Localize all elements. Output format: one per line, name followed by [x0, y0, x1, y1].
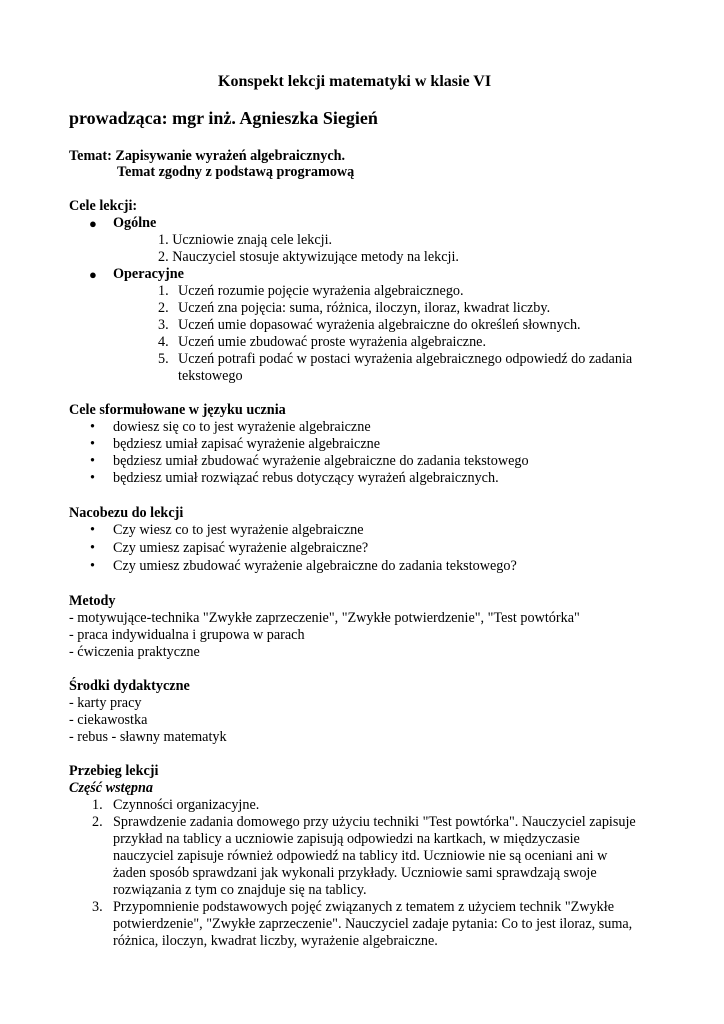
- topic-note: Temat zgodny z podstawą programową: [117, 164, 355, 180]
- course-item-number: 2.: [92, 814, 103, 830]
- bullet-icon: ●: [89, 267, 97, 282]
- operational-item-number: 1.: [158, 283, 169, 299]
- goals-heading: Cele lekcji:: [69, 198, 138, 214]
- nacobezu-item: Czy umiesz zbudować wyrażenie algebraiczne do zadania tekstowego?: [113, 558, 517, 574]
- course-subheading: Część wstępna: [69, 780, 153, 796]
- course-item-line: różnica, iloczyn, kwadrat liczby, wyrażenie algebraiczne.: [113, 933, 438, 949]
- nacobezu-item: Czy umiesz zapisać wyrażenie algebraiczne?: [113, 540, 369, 556]
- operational-item: Uczeń rozumie pojęcie wyrażenia algebraicznego.: [178, 283, 464, 299]
- course-item-line: przykład na tablicy a uczniowie zapisują odpowiedzi na kartkach, w międzyczasie: [113, 831, 580, 847]
- method-item: - ćwiczenia praktyczne: [69, 644, 200, 660]
- method-item: - praca indywidualna i grupowa w parach: [69, 627, 305, 643]
- bullet-icon: •: [90, 540, 95, 556]
- goals-operational-label: Operacyjne: [113, 266, 184, 282]
- bullet-icon: •: [90, 453, 95, 469]
- operational-item-number: 4.: [158, 334, 169, 350]
- aid-item: - rebus - sławny matematyk: [69, 729, 227, 745]
- operational-item: Uczeń umie zbudować proste wyrażenia algebraiczne.: [178, 334, 487, 350]
- operational-item-number: 3.: [158, 317, 169, 333]
- nacobezu-item: Czy wiesz co to jest wyrażenie algebraiczne: [113, 522, 364, 538]
- goals-general-item: 1. Uczniowie znają cele lekcji.: [158, 232, 333, 248]
- operational-item: Uczeń zna pojęcia: suma, różnica, iloczyn, iloraz, kwadrat liczby.: [178, 300, 551, 316]
- course-item-line: Przypomnienie podstawowych pojęć związanych z tematem z użyciem technik "Zwykłe: [113, 899, 614, 915]
- operational-item-number: 2.: [158, 300, 169, 316]
- student-goal-item: będziesz umiał rozwiązać rebus dotyczący wyrażeń algebraicznych.: [113, 470, 499, 486]
- goals-general-label: Ogólne: [113, 215, 157, 231]
- student-goal-item: dowiesz się co to jest wyrażenie algebraiczne: [113, 419, 371, 435]
- course-item-line: Czynności organizacyjne.: [113, 797, 260, 813]
- course-item-line: żaden sposób sprawdzani jak wykonali przykłady. Uczniowie sami sprawdzają swoje: [113, 865, 597, 881]
- operational-item-number: 5.: [158, 351, 169, 367]
- operational-item: Uczeń potrafi podać w postaci wyrażenia algebraicznego odpowiedź do zadania: [178, 351, 633, 367]
- topic-line: Temat: Zapisywanie wyrażeń algebraicznych.: [69, 148, 346, 164]
- course-item-line: potwierdzenie", "Zwykłe zaprzeczenie". Nauczyciel zadaje pytania: Co to jest iloraz, suma,: [113, 916, 633, 932]
- methods-heading: Metody: [69, 593, 116, 609]
- course-item-number: 1.: [92, 797, 103, 813]
- bullet-icon: •: [90, 470, 95, 486]
- student-goals-heading: Cele sformułowane w języku ucznia: [69, 402, 286, 418]
- aids-heading: Środki dydaktyczne: [69, 678, 190, 694]
- bullet-icon: •: [90, 522, 95, 538]
- bullet-icon: •: [90, 419, 95, 435]
- bullet-icon: •: [90, 558, 95, 574]
- aid-item: - ciekawostka: [69, 712, 148, 728]
- operational-item: Uczeń umie dopasować wyrażenia algebraiczne do określeń słownych.: [178, 317, 581, 333]
- course-heading: Przebieg lekcji: [69, 763, 159, 779]
- operational-item-continuation: tekstowego: [178, 368, 243, 384]
- bullet-icon: ●: [89, 216, 97, 231]
- teacher-line: prowadząca: mgr inż. Agnieszka Siegień: [69, 108, 378, 128]
- course-item-number: 3.: [92, 899, 103, 915]
- goals-general-item: 2. Nauczyciel stosuje aktywizujące metody na lekcji.: [158, 249, 459, 265]
- course-item-line: Sprawdzenie zadania domowego przy użyciu techniki "Test powtórka". Nauczyciel zapisuje: [113, 814, 636, 830]
- student-goal-item: będziesz umiał zbudować wyrażenie algebraiczne do zadania tekstowego: [113, 453, 529, 469]
- nacobezu-heading: Nacobezu do lekcji: [69, 505, 184, 521]
- bullet-icon: •: [90, 436, 95, 452]
- student-goal-item: będziesz umiał zapisać wyrażenie algebraiczne: [113, 436, 381, 452]
- course-item-line: nauczyciel zapisuje również odpowiedź na tablicy itd. Uczniowie nie są oceniani ani w: [113, 848, 608, 864]
- aid-item: - karty pracy: [69, 695, 142, 711]
- course-item-line: rozwiązania z tym co znajduje się na tablicy.: [113, 882, 367, 898]
- method-item: - motywujące-technika "Zwykłe zaprzeczenie", "Zwykłe potwierdzenie", "Test powtórka": [69, 610, 580, 626]
- page-title: Konspekt lekcji matematyki w klasie VI: [218, 73, 492, 90]
